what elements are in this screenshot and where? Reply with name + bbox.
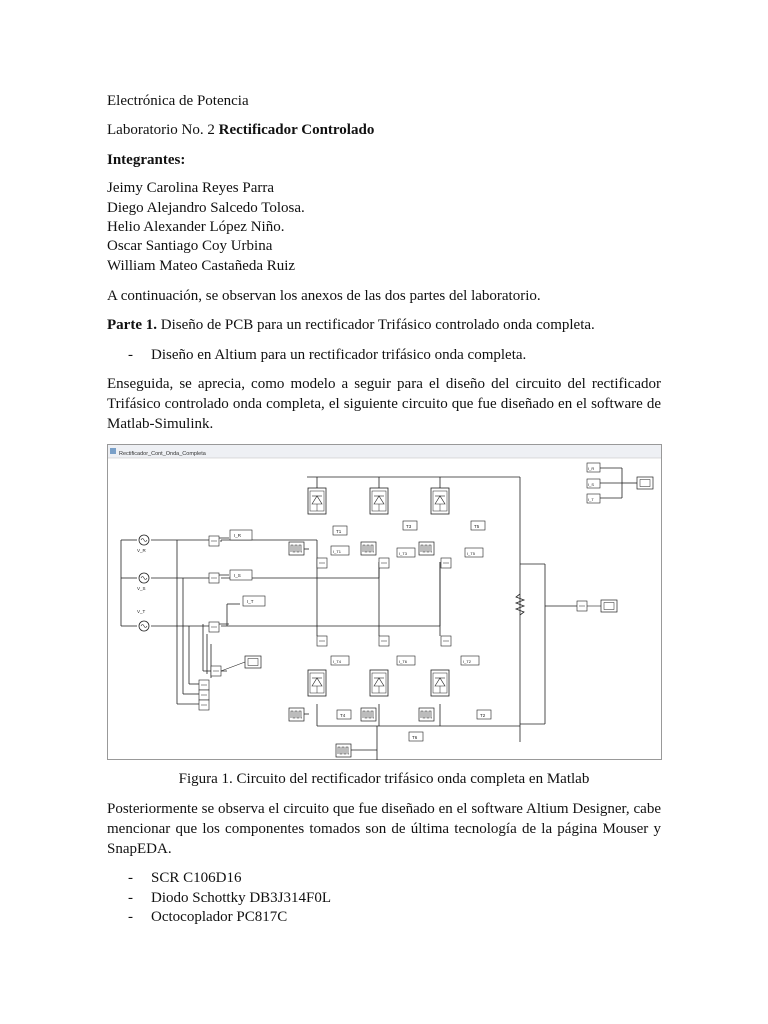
scope-input-label: I_S — [588, 482, 595, 487]
gate-label: I_T6 — [399, 659, 408, 664]
paragraph-simulink: Enseguida, se aprecia, como modelo a seguir para el diseño del circuito del rectificador Trifásico controlado onda completa, el siguiente circuito que fue diseñado en el software de Matlab-Simulink. — [107, 376, 661, 432]
lab-prefix: Laboratorio No. 2 — [107, 122, 219, 138]
intro-paragraph: A continuación, se observan los anexos de las dos partes del laboratorio. — [107, 288, 541, 304]
gate-label: I_T4 — [333, 659, 342, 664]
scope-input-label: I_R — [588, 466, 595, 471]
thyristor-top — [431, 488, 449, 514]
simulink-figure — [107, 444, 662, 760]
current-meter — [441, 636, 451, 646]
member-name: Helio Alexander López Niño. — [107, 219, 285, 235]
simulink-window-icon — [110, 448, 116, 454]
gate-label: I_T5 — [467, 551, 476, 556]
thyristor-label: T5 — [474, 524, 480, 529]
bullet-dash: - — [128, 890, 133, 906]
thyristor-bottom — [308, 670, 326, 696]
lab-title: Rectificador Controlado — [218, 122, 375, 138]
member-name: Jeimy Carolina Reyes Parra — [107, 180, 275, 196]
member-name: William Mateo Castañeda Ruiz — [107, 258, 296, 274]
scope-block — [245, 656, 261, 668]
thyristor-label: T1 — [336, 529, 342, 534]
current-meter — [379, 558, 389, 568]
current-meter — [209, 622, 219, 632]
lab-heading — [107, 120, 374, 140]
member-name: Diego Alejandro Salcedo Tolosa. — [107, 200, 305, 216]
gate-label: I_T3 — [399, 551, 408, 556]
current-meter — [317, 636, 327, 646]
current-meter — [209, 573, 219, 583]
voltage-meter — [577, 601, 587, 611]
thyristor-label: T6 — [412, 735, 418, 740]
pulse-generator — [419, 708, 434, 721]
pulse-generator — [289, 708, 304, 721]
part1-heading — [107, 315, 595, 335]
current-meter — [317, 558, 327, 568]
pulse-generator — [419, 542, 434, 555]
pulse-generator — [361, 542, 376, 555]
thyristor-label: T4 — [340, 713, 346, 718]
part1-label: Parte 1. — [107, 317, 157, 333]
measure-block — [199, 690, 209, 700]
pulse-generator — [289, 542, 304, 555]
scope-block — [601, 600, 617, 612]
pulse-generator — [361, 708, 376, 721]
thyristor-bottom — [370, 670, 388, 696]
current-meter — [379, 636, 389, 646]
source-label: V_S — [137, 586, 146, 591]
thyristor-label: T3 — [406, 524, 412, 529]
part1-text: Diseño de PCB para un rectificador Trifásico controlado onda completa. — [156, 317, 595, 333]
source-label: V_R — [137, 548, 146, 553]
thyristor-label: T2 — [480, 713, 486, 718]
current-meter — [209, 536, 219, 546]
component-item: Octocoplador PC817C — [151, 909, 288, 925]
thyristor-bottom — [431, 670, 449, 696]
measure-block — [199, 680, 209, 690]
figure-caption: Figura 1. Circuito del rectificador trifásico onda completa en Matlab — [178, 771, 590, 787]
source-label: V_T — [137, 609, 146, 614]
circuit-diagram — [107, 444, 662, 760]
thyristor-top — [308, 488, 326, 514]
current-meter — [441, 558, 451, 568]
component-item: SCR C106D16 — [151, 870, 242, 886]
measure-block — [211, 666, 221, 676]
gate-label: I_T2 — [463, 659, 472, 664]
bullet-dash: - — [128, 870, 133, 886]
thyristor-top — [370, 488, 388, 514]
measure-block — [199, 700, 209, 710]
members-label: Integrantes: — [107, 152, 186, 168]
bullet-dash: - — [128, 909, 133, 925]
bullet-text: Diseño en Altium para un rectificador trifásico onda completa. — [151, 347, 527, 363]
window-title: Rectificador_Cont_Onda_Completa — [119, 451, 206, 457]
paragraph-altium: Posteriormente se observa el circuito que fue diseñado en el software Altium Designer, cabe mencionar que los componentes tomados son de última tecnología de la página Mouser y SnapEDA. — [107, 801, 661, 857]
gate-label: I_T1 — [333, 549, 342, 554]
measure-label: I_R — [234, 533, 242, 538]
component-item: Diodo Schottky DB3J314F0L — [151, 890, 332, 906]
course-title: Electrónica de Potencia — [107, 93, 249, 109]
member-name: Oscar Santiago Coy Urbina — [107, 238, 273, 254]
pulse-generator — [336, 744, 351, 757]
bullet-dash: - — [128, 347, 133, 363]
scope-input-label: I_T — [588, 497, 594, 502]
measure-label: I_S — [234, 573, 241, 578]
scope-block — [637, 477, 653, 489]
measure-label: I_T — [247, 599, 254, 604]
